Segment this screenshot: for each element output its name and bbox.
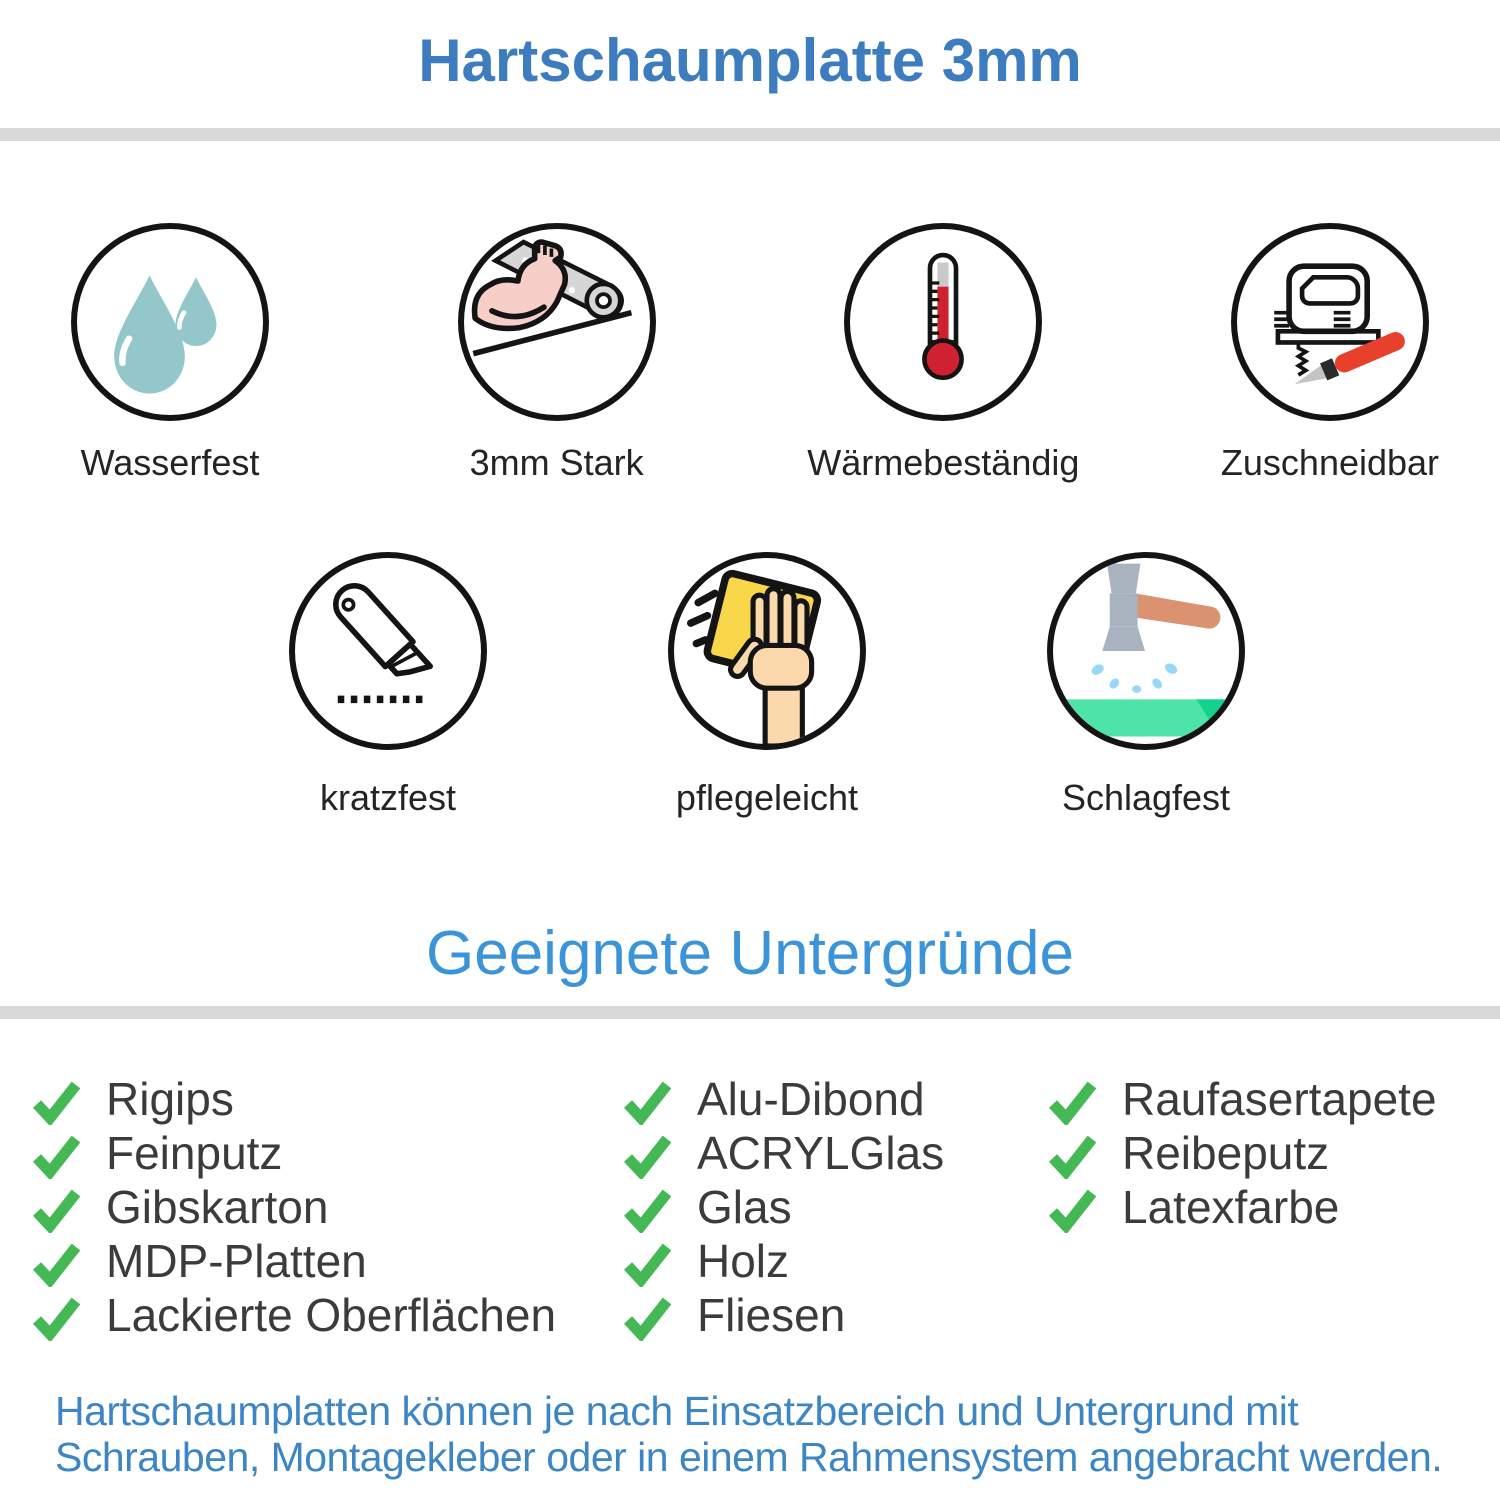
check-icon	[32, 1187, 80, 1233]
feature-label: Zuschneidbar	[1220, 442, 1440, 483]
divider-top	[0, 128, 1500, 141]
substrate-item	[32, 1180, 556, 1234]
substrate-label: Glas	[697, 1181, 792, 1233]
substrate-label: MDP-Platten	[106, 1235, 367, 1287]
substrate-item	[1048, 1126, 1437, 1180]
hammer-impact-icon	[1047, 552, 1245, 750]
check-icon	[1048, 1079, 1096, 1125]
feature-waermebestaendig	[807, 223, 1080, 483]
substrate-label: ACRYLGlas	[697, 1127, 945, 1179]
footer-note	[55, 1388, 1442, 1480]
substrate-item	[623, 1180, 944, 1234]
substrate-label: Fliesen	[697, 1289, 846, 1341]
feature-row-2	[288, 552, 1246, 818]
substrate-item	[32, 1072, 556, 1126]
thermometer-icon	[844, 223, 1042, 421]
substrate-label: Alu-Dibond	[697, 1073, 925, 1125]
substrate-label: Holz	[697, 1235, 790, 1287]
substrate-item	[32, 1234, 556, 1288]
check-icon	[623, 1295, 671, 1341]
footer-line-1: Hartschaumplatten können je nach Einsatzbereich und Untergrund mit	[55, 1388, 1299, 1434]
feature-label: Wasserfest	[80, 442, 260, 483]
check-icon	[32, 1079, 80, 1125]
substrate-label: Latexfarbe	[1122, 1181, 1340, 1233]
hand-wiping-cloth-icon	[668, 552, 866, 750]
check-icon	[32, 1133, 80, 1179]
check-icon	[32, 1295, 80, 1341]
water-drops-icon	[71, 223, 269, 421]
check-icon	[32, 1241, 80, 1287]
feature-label: kratzfest	[319, 777, 457, 818]
page-title: Hartschaumplatte 3mm	[418, 27, 1082, 94]
feature-zuschneidbar	[1220, 223, 1440, 483]
check-icon	[623, 1079, 671, 1125]
check-icon	[1048, 1187, 1096, 1233]
check-icon	[623, 1187, 671, 1233]
substrate-item	[623, 1072, 944, 1126]
feature-schlagfest	[1046, 552, 1246, 818]
substrate-label: Feinputz	[106, 1127, 283, 1179]
jigsaw-and-cutter-icon	[1231, 223, 1429, 421]
flexed-arm-foam-roll-icon	[458, 223, 656, 421]
footer-line-2: Schrauben, Montagekleber oder in einem Rahmensystem angebracht werden.	[55, 1434, 1443, 1480]
feature-kratzfest	[288, 552, 488, 818]
divider-middle	[0, 1006, 1500, 1019]
substrate-column-1	[32, 1072, 556, 1342]
check-icon	[623, 1133, 671, 1179]
check-icon	[1048, 1133, 1096, 1179]
substrate-label: Lackierte Oberflächen	[106, 1289, 557, 1341]
feature-pflegeleicht	[667, 552, 867, 818]
substrate-item	[623, 1234, 944, 1288]
feature-label: Wärmebeständig	[807, 442, 1080, 483]
feature-label: 3mm Stark	[469, 442, 644, 483]
substrate-item	[623, 1126, 944, 1180]
substrate-label: Reibeputz	[1122, 1127, 1330, 1179]
substrate-item	[623, 1288, 944, 1342]
check-icon	[623, 1241, 671, 1287]
substrate-item	[32, 1126, 556, 1180]
feature-wasserfest	[70, 223, 270, 483]
utility-knife-icon	[289, 552, 487, 750]
substrate-column-3	[1048, 1072, 1437, 1234]
substrate-item	[1048, 1072, 1437, 1126]
substrate-column-2	[623, 1072, 944, 1342]
substrate-item	[1048, 1180, 1437, 1234]
substrate-item	[32, 1288, 556, 1342]
substrate-label: Rigips	[106, 1073, 234, 1125]
substrate-label: Gibskarton	[106, 1181, 329, 1233]
section-title: Geeignete Untergründe	[425, 919, 1074, 988]
feature-3mm-stark	[457, 223, 657, 483]
feature-row-1	[70, 223, 1440, 483]
feature-label: pflegeleicht	[675, 777, 859, 818]
feature-label: Schlagfest	[1061, 777, 1231, 818]
substrate-label: Raufasertapete	[1122, 1073, 1437, 1125]
